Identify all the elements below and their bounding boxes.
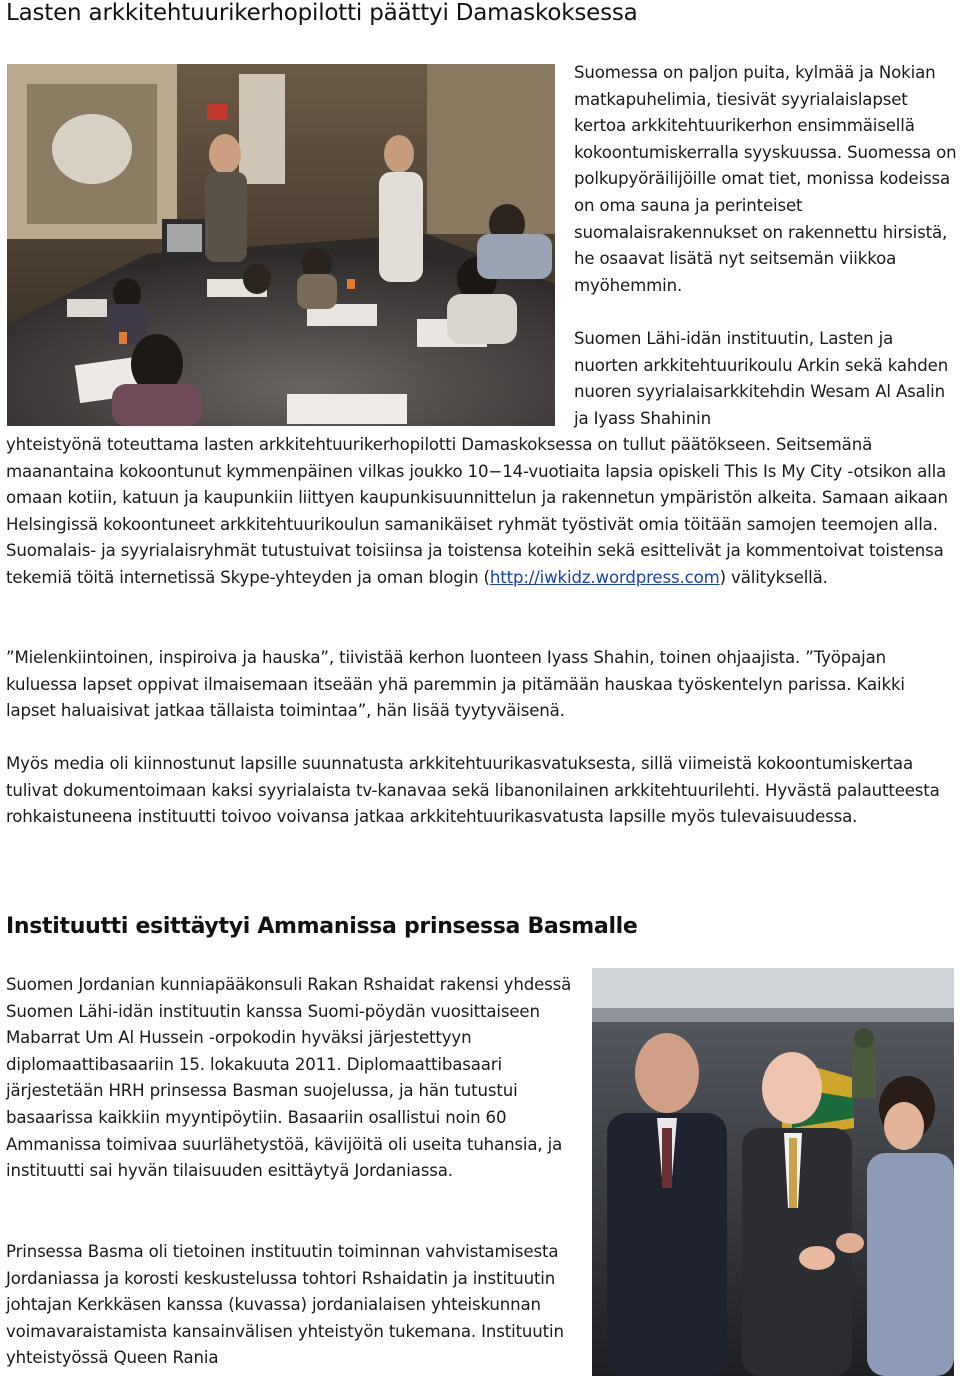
article-title-1: Lasten arkkitehtuurikerhopilotti päättyi Damaskoksessa: [6, 0, 638, 26]
paragraph-quote: ”Mielenkiintoinen, inspiroiva ja hauska”, tiivistää kerhon luonteen Iyass Shahin, toinen ohjaajista. ”Työpajan kuluessa lapset oppivat ilmaisemaan itseään yhä paremmin ja pitämään hauskaa työskentelyn parissa. Kaikki lapset haluaisivat jatkaa tällaista toimintaa”, hän lisää tyytyväisenä.: [6, 648, 905, 721]
paragraph-media: Myös media oli kiinnostunut lapsille suunnatusta arkkitehtuurikasvatuksesta, sillä viimeistä kokoontumiskertaa tulivat dokumentoimaan kaksi syyrialaista tv-kanavaa sekä libanonilainen arkkitehtuurilehti. Hyvästä palautteesta rohkaistuneena instituutti toivoo voivansa jatkaa arkkitehtuurikasvatusta lapsille myös tulevaisuudessa.: [6, 754, 940, 827]
paragraph-intro-1: Suomessa on paljon puita, kylmää ja Nokian matkapuhelimia, tiesivät syyrialaislapset kertoa arkkitehtuurikerhon ensimmäisellä kokoontumiskerralla syyskuussa. Suomessa on polkupyöräilijöille omat tiet, monissa kodeissa on oma sauna ja perinteiset suomalaisrakennukset on rakennettu hirsistä, he osaavat lisätä nyt seitsemän viikkoa myöhemmin.: [574, 63, 957, 295]
paragraph-intro-2: Suomen Lähi-idän instituutin, Lasten ja nuorten arkkitehtuurikoulu Arkin sekä kahden nuoren syyrialaisarkkitehdin Wesam Al Asalin ja Iyass Shahinin: [574, 329, 949, 428]
paragraph-bazaar-1: Suomen Jordanian kunniapääkonsuli Rakan Rshaidat rakensi yhdessä Suomen Lähi-idän instituutin kanssa Suomi-pöydän vuosittaiseen Mabarrat Um Al Hussein -orpokodin hyväksi järjestettyyn diplomaattibasaariin 15. lokakuuta 2011. Diplomaattibasaari järjestetään HRH prinsessa Basman suojelussa, ja hän tutustui basaarissa kaikkiin myyntipöytiin. Basaariin osallistui noin 60 Ammanissa toimivaa suurlähetystöä, kävijöitä oli useita tuhansia, ja instituutti sai hyvän tilaisuuden esittäytyä Jordaniassa.: [6, 975, 572, 1181]
blog-link[interactable]: http://iwkidz.wordpress.com: [489, 567, 720, 587]
workshop-photo: [7, 64, 555, 426]
paragraph-bazaar-2: Prinsessa Basma oli tietoinen instituutin toiminnan vahvistamisesta Jordaniassa ja korosti keskustelussa tohtori Rshaidatin ja instituutin johtajan Kerkkäsen kanssa (kuvassa) jordanialaisen yhteiskunnan voimavaraistamista kansainvälisen yhteistyön tukemana. Instituutin yhteistyössä Queen Rania: [6, 1242, 564, 1368]
paragraph-body-1-text: yhteistyönä toteuttama lasten arkkitehtuurikerhopilotti Damaskoksessa on tullut päätökseen. Seitsemänä maanantaina kokoontunut kymmenpäinen vilkas joukko 10−14-vuotiaita lapsia opiskeli This Is My City -otsikon alla omaan kotiin, katuun ja kaupunkiin liittyen kaupunkisuunnittelun ja rakennetun ympäristön alkeita. Samaan aikaan Helsingissä kokoontuneet arkkitehtuurikoulun samanikäiset ryhmät työstivät omia töitään samojen teemojen alla. Suomalais- ja syyrialaisryhmät tutustuivat toisiinsa ja toistensa koteihin sekä esittelivät ja kommentoivat toistensa tekemiä töitä internetissä Skype-yhteyden ja oman blogin (: [6, 435, 948, 587]
paragraph-body-1-tail: ) välityksellä.: [719, 567, 828, 587]
reception-photo: [592, 968, 954, 1376]
article-title-2: Instituutti esittäytyi Ammanissa prinsessa Basmalle: [6, 914, 638, 939]
paragraph-body-1: [6, 432, 954, 592]
